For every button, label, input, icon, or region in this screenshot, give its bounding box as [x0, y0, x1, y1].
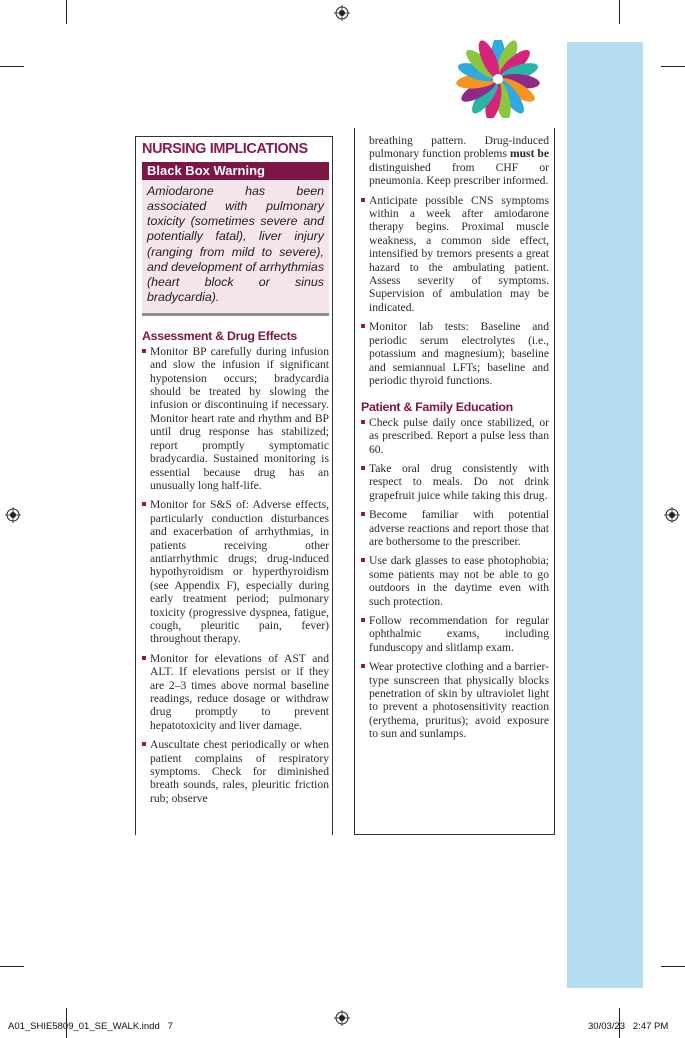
black-box-text: Amiodarone has been associated with pulmonary toxicity (sometimes severe and potentially fatal), liver injury (ranging from mild to severe), and development of arrhythmias (heart block or sinus bradycardia).: [142, 180, 329, 317]
side-color-tab: [567, 42, 643, 988]
bullet-icon: [361, 558, 365, 562]
continued-text: breathing pattern. Drug-induced pulmonary function problems must be distinguished from CHF or pneumonia. Keep prescriber informed.: [369, 134, 549, 188]
education-list: [361, 416, 549, 741]
list-item: Take oral drug consistently with respect to meals. Do not drink grapefruit juice while taking this drug.: [361, 462, 549, 502]
bullet-icon: [361, 512, 365, 516]
list-item: Monitor for S&S of: Adverse effects, particularly conduction disturbances and exacerbation of arrhythmias, in patients receiving other antiarrhythmic drugs; drug-induced hypothyroidism or hyperthyroidism (see Appendix F), especially during early treatment period; pulmonary toxicity (progressive dyspnea, fatigue, cough, pleuritic pain, fever) throughout therapy.: [142, 498, 329, 645]
bullet-icon: [142, 349, 146, 353]
bullet-icon: [361, 618, 365, 622]
flower-ornament-icon: [448, 40, 548, 118]
date-slug: 30/03/23 2:47 PM: [588, 1021, 669, 1032]
bullet-icon: [361, 664, 365, 668]
crop-mark: [661, 966, 685, 967]
list-item: Monitor BP carefully during infusion and slow the infusion if significant hypotension occurs; bradycardia should be treated by slowing the infusion or discontinuing if necessary. Monitor heart rate and rhythm and BP until drug response has stabilized; report promptly symptomatic bradycardia. Sustained monitoring is essential because drug has an unusually long half-life.: [142, 345, 329, 492]
assessment-list-continued: [361, 194, 549, 388]
black-box-title: Black Box Warning: [142, 162, 329, 179]
registration-mark-icon: [664, 507, 680, 523]
bullet-icon: [361, 198, 365, 202]
list-item: Check pulse daily once stabilized, or as prescribed. Report a pulse less than 60.: [361, 416, 549, 456]
assessment-heading: Assessment & Drug Effects: [142, 329, 298, 344]
crop-mark: [66, 0, 67, 24]
list-item: Become familiar with potential adverse reactions and report those that are bothersome to the prescriber.: [361, 508, 549, 548]
crop-mark: [661, 66, 685, 67]
bullet-icon: [361, 324, 365, 328]
black-box-warning: [142, 162, 329, 316]
registration-mark-icon: [334, 5, 350, 21]
list-item: Follow recommendation for regular ophthalmic exams, including funduscopy and slitlamp exam.: [361, 614, 549, 654]
registration-mark-icon: [5, 507, 21, 523]
left-column: [135, 136, 333, 835]
list-item: Wear protective clothing and a barrier-type sunscreen that physically blocks penetration of skin by ultraviolet light to prevent a photosensitivity reaction (erythema, pruritus); avoid exposure to sun and sunlamps.: [361, 660, 549, 740]
crop-mark: [619, 0, 620, 24]
list-item: Monitor lab tests: Baseline and periodic serum electrolytes (i.e., potassium and magnesium); baseline and semiannual LFTs; baseline and periodic thyroid functions.: [361, 320, 549, 387]
list-item: Auscultate chest periodically or when patient complains of respiratory symptoms. Check for diminished breath sounds, rales, pleuritic friction rub; observe: [142, 738, 329, 805]
bullet-icon: [142, 502, 146, 506]
assessment-list: [142, 345, 329, 805]
bullet-icon: [142, 656, 146, 660]
crop-mark: [0, 66, 24, 67]
bullet-icon: [361, 466, 365, 470]
crop-mark: [0, 966, 24, 967]
registration-mark-icon: [334, 1010, 350, 1026]
bullet-icon: [142, 742, 146, 746]
education-heading: Patient & Family Education: [361, 400, 513, 415]
bullet-icon: [361, 420, 365, 424]
list-item: Monitor for elevations of AST and ALT. If elevations persist or if they are 2–3 times above normal baseline readings, reduce dosage or withdraw drug promptly to prevent hepatotoxicity and liver damage.: [142, 652, 329, 732]
right-column: [354, 128, 555, 835]
list-item: Use dark glasses to ease photophobia; some patients may not be able to go outdoors in the daytime even with such protection.: [361, 554, 549, 608]
section-heading: NURSING IMPLICATIONS: [142, 141, 308, 157]
emphasis-text: must be: [509, 147, 549, 161]
file-slug: A01_SHIE5809_01_SE_WALK.indd 7: [8, 1021, 173, 1032]
list-item: Anticipate possible CNS symptoms within a week after amiodarone therapy begins. Proximal muscle weakness, a common side effect, intensified by tremors presents a great hazard to the ambulating patient. Assess severity of symptoms. Supervision of ambulation may be indicated.: [361, 194, 549, 315]
